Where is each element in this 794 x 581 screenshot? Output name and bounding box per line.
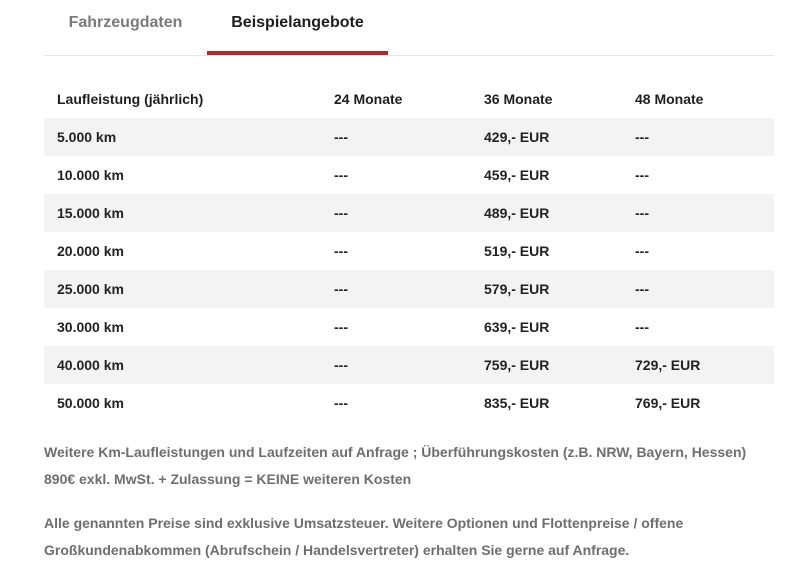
price-48-cell: --- xyxy=(635,319,649,335)
table-row xyxy=(44,308,774,346)
price-36-cell: 579,- EUR xyxy=(484,281,550,297)
price-48-cell: --- xyxy=(635,243,649,259)
column-header-36-months: 36 Monate xyxy=(484,91,553,107)
price-36-cell: 429,- EUR xyxy=(484,129,550,145)
price-36-cell: 639,- EUR xyxy=(484,319,550,335)
price-24-cell: --- xyxy=(334,205,348,221)
table-row xyxy=(44,118,774,156)
column-header-48-months: 48 Monate xyxy=(635,91,704,107)
price-24-cell: --- xyxy=(334,243,348,259)
price-48-cell: 729,- EUR xyxy=(635,357,701,373)
price-36-cell: 835,- EUR xyxy=(484,395,550,411)
table-row xyxy=(44,270,774,308)
price-48-cell: 769,- EUR xyxy=(635,395,701,411)
price-24-cell: --- xyxy=(334,129,348,145)
note-prices-tax: Alle genannten Preise sind exklusive Umsatzsteuer. Weitere Optionen und Flottenpreise / offene Großkundenabkommen (Abrufschein / Handelsvertreter) erhalten Sie gerne auf Anfrage. xyxy=(44,515,684,558)
mileage-cell: 25.000 km xyxy=(57,281,124,297)
note-mileage-transfer: Weitere Km-Laufleistungen und Laufzeiten auf Anfrage ; Überführungskosten (z.B. NRW, Bayern, Hessen) 890€ exkl. MwSt. + Zulassung = KEINE weiteren Kosten xyxy=(44,444,747,487)
column-header-mileage: Laufleistung (jährlich) xyxy=(57,91,204,107)
price-24-cell: --- xyxy=(334,357,348,373)
mileage-cell: 30.000 km xyxy=(57,319,124,335)
price-48-cell: --- xyxy=(635,167,649,183)
table-row xyxy=(44,232,774,270)
tab-bar xyxy=(44,0,774,56)
table-row xyxy=(44,346,774,384)
price-48-cell: --- xyxy=(635,205,649,221)
price-36-cell: 489,- EUR xyxy=(484,205,550,221)
tab-fahrzeugdaten[interactable]: Fahrzeugdaten xyxy=(68,14,183,31)
table-row xyxy=(44,384,774,422)
price-48-cell: --- xyxy=(635,129,649,145)
column-header-24-months: 24 Monate xyxy=(334,91,403,107)
mileage-cell: 15.000 km xyxy=(57,205,124,221)
mileage-cell: 40.000 km xyxy=(57,357,124,373)
table-header-row xyxy=(44,80,774,118)
offers-panel xyxy=(44,0,774,558)
price-36-cell: 459,- EUR xyxy=(484,167,550,183)
price-48-cell: --- xyxy=(635,281,649,297)
offers-table xyxy=(44,80,774,422)
price-24-cell: --- xyxy=(334,319,348,335)
price-24-cell: --- xyxy=(334,281,348,297)
price-36-cell: 519,- EUR xyxy=(484,243,550,259)
mileage-cell: 5.000 km xyxy=(57,129,117,145)
tab-beispielangebote[interactable]: Beispielangebote xyxy=(207,0,388,55)
price-24-cell: --- xyxy=(334,395,348,411)
notes-section xyxy=(44,439,774,581)
table-row xyxy=(44,194,774,232)
price-36-cell: 759,- EUR xyxy=(484,357,550,373)
table-row xyxy=(44,156,774,194)
price-24-cell: --- xyxy=(334,167,348,183)
mileage-cell: 10.000 km xyxy=(57,167,124,183)
mileage-cell: 20.000 km xyxy=(57,243,124,259)
mileage-cell: 50.000 km xyxy=(57,395,124,411)
